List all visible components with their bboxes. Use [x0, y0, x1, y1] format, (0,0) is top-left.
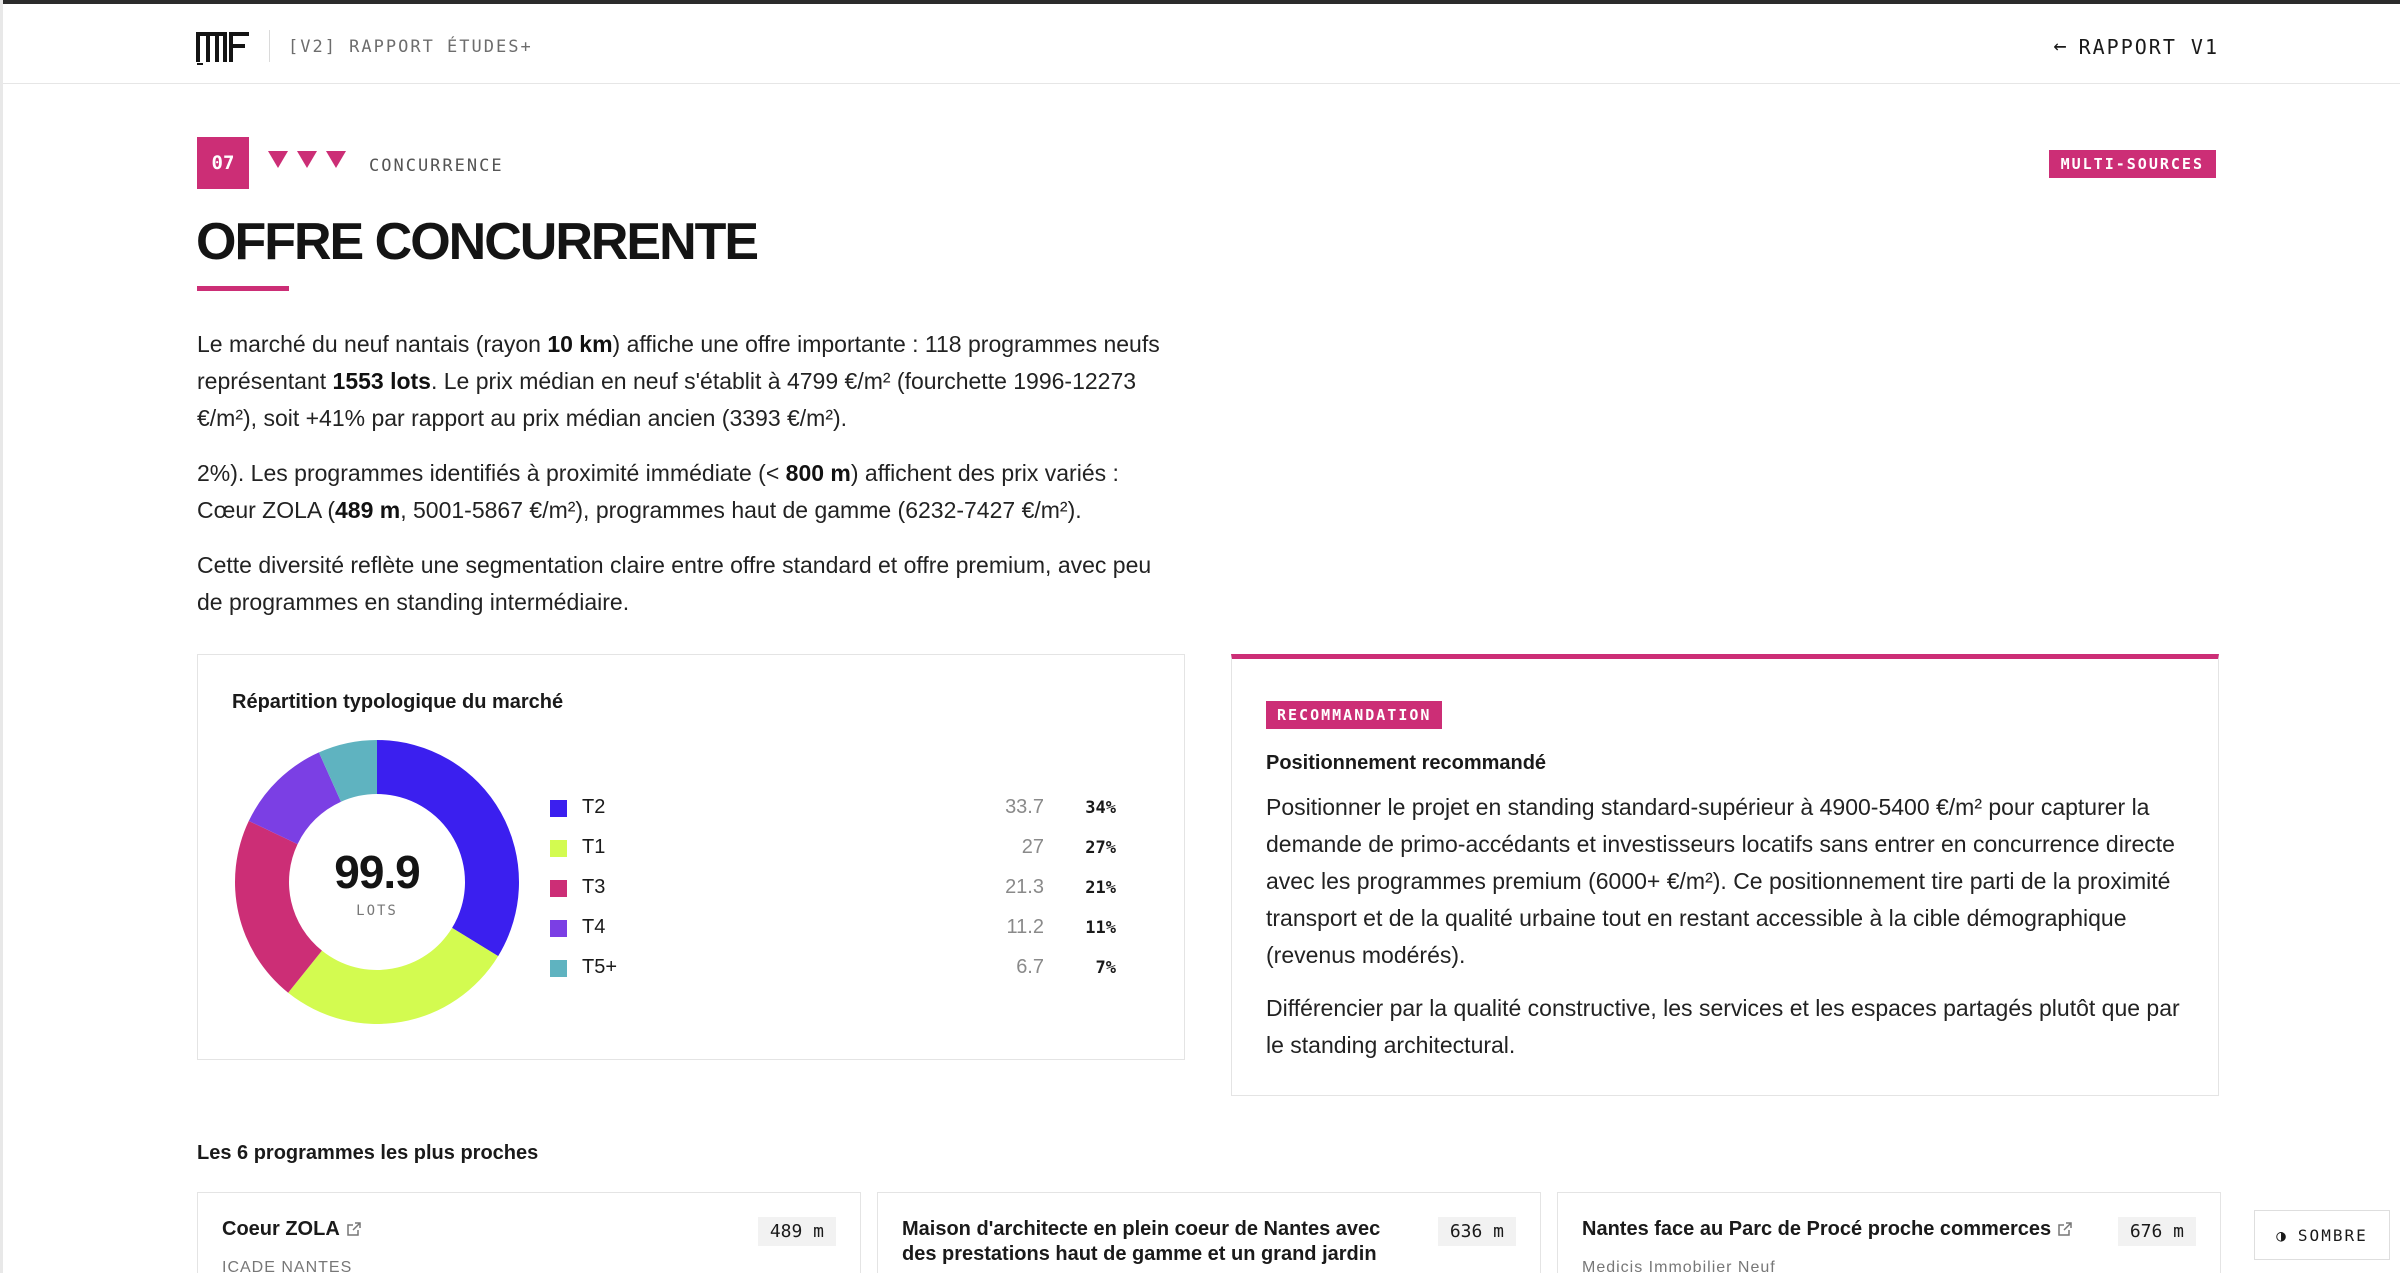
legend-percent: 27% [1085, 838, 1116, 858]
page-title: OFFRE CONCURRENTE [196, 213, 758, 271]
program-name[interactable] [902, 1217, 1402, 1267]
donut-total-unit: LOTS [356, 903, 398, 919]
legend-swatch [550, 800, 567, 817]
intro-paragraph-3: Cette diversité reflète une segmentation claire entre offre standard et offre premium, avec peu de programmes en standing intermédiaire. [197, 552, 1152, 615]
recommendation-body [1266, 789, 2186, 1080]
chart-legend [550, 790, 1150, 990]
recommendation-card [1231, 654, 2219, 1096]
legend-item [550, 910, 1150, 950]
programs-title: Les 6 programmes les plus proches [197, 1142, 539, 1164]
chart-title: Répartition typologique du marché [232, 691, 564, 713]
program-name-text: Nantes face au Parc de Procé proche commerces [1582, 1218, 2052, 1240]
program-distance: 636 m [1438, 1217, 1516, 1246]
typology-chart-card [197, 654, 1185, 1060]
intro-highlight: 10 km [547, 331, 613, 357]
section-label: CONCURRENCE [369, 156, 504, 176]
brand-title: [V2] RAPPORT ÉTUDES+ [288, 37, 533, 57]
program-card[interactable] [877, 1192, 1541, 1273]
legend-value: 6.7 [1016, 956, 1044, 978]
intro-text-run: 2%). Les programmes identifiés à proximité immédiate (< [197, 460, 786, 486]
section-number-badge: 07 [197, 137, 249, 189]
legend-label: T1 [582, 836, 606, 858]
legend-label: T2 [582, 796, 606, 818]
legend-value: 21.3 [1005, 876, 1044, 898]
program-name-text: Coeur ZOLA [222, 1218, 340, 1240]
legend-value: 27 [1021, 836, 1044, 858]
intro-paragraph-1 [197, 326, 1167, 437]
brand-separator [269, 30, 270, 62]
legend-percent: 34% [1085, 798, 1116, 818]
recommendation-paragraph-2: Différencier par la qualité constructive, les services et les espaces partagés plutôt que par le standing architectural. [1266, 995, 2180, 1058]
recommendation-paragraph-1: Positionner le projet en standing standard-supérieur à 4900-5400 €/m² pour capturer la demande de primo-accédants et investisseurs locatifs sans entrer en concurrence directe avec les programmes premium (6000+ €/m²). Ce positionnement tire parti de la proximité transport et de la qualité urbaine tout en restant accessible à la cible démographique (revenus modérés). [1266, 794, 2175, 968]
intro-text-run: ) affiche une offre importante : 118 programmes neufs représentant [197, 331, 1160, 394]
program-distance: 676 m [2118, 1217, 2196, 1246]
arrow-left-icon: ← [2053, 34, 2069, 59]
external-link-icon[interactable] [2057, 1221, 2073, 1237]
theme-toggle-button[interactable] [2254, 1210, 2390, 1260]
half-circle-icon: ◑ [2276, 1225, 2288, 1245]
program-distance: 489 m [758, 1217, 836, 1246]
legend-item [550, 870, 1150, 910]
title-underline [197, 286, 289, 291]
intro-text-run: . Le prix médian en neuf s'établit à 4799 €/m² (fourchette 1996-12273 €/m²), soit +41% par rapport au prix médian ancien (3393 €/m²). [197, 368, 1137, 431]
legend-swatch [550, 920, 567, 937]
program-card[interactable] [1557, 1192, 2221, 1273]
legend-label: T5+ [582, 956, 618, 978]
legend-label: T3 [582, 876, 606, 898]
intro-highlight: 800 m [785, 460, 851, 486]
section-triangles-icon [268, 151, 346, 168]
program-developer: ICADE NANTES [222, 1259, 353, 1273]
program-developer: Medicis Immobilier Neuf [1582, 1259, 1776, 1273]
legend-swatch [550, 960, 567, 977]
theme-toggle-label: SOMBRE [2297, 1225, 2368, 1245]
legend-item [550, 790, 1150, 830]
legend-label: T4 [582, 916, 606, 938]
recommendation-heading: Positionnement recommandé [1266, 752, 1547, 774]
donut-center [232, 737, 522, 1027]
back-to-report-v1-link[interactable] [2053, 34, 2219, 59]
donut-total-value: 99.9 [334, 846, 420, 898]
program-name-text: Maison d'architecte en plein coeur de Nantes avec des prestations haut de gamme et un grand jardin [902, 1218, 1381, 1265]
back-link-label: RAPPORT V1 [2078, 34, 2219, 59]
donut-chart [232, 737, 522, 1027]
intro-text-run: ) affichent des prix variés : Cœur ZOLA ( [197, 460, 1119, 523]
legend-swatch [550, 880, 567, 897]
intro-text [197, 326, 1167, 639]
intro-paragraph-2 [197, 455, 1167, 529]
intro-text-run: Le marché du neuf nantais (rayon [197, 331, 548, 357]
program-name[interactable] [1582, 1217, 2082, 1242]
top-bar [3, 0, 2400, 84]
intro-text-run: , 5001-5867 €/m²), programmes haut de gamme (6232-7427 €/m²). [400, 497, 1082, 523]
legend-item [550, 830, 1150, 870]
legend-value: 33.7 [1005, 796, 1044, 818]
intro-highlight: 1553 lots [332, 368, 431, 394]
recommendation-badge: RECOMMANDATION [1266, 701, 1442, 729]
legend-percent: 11% [1085, 918, 1116, 938]
legend-swatch [550, 840, 567, 857]
legend-percent: 7% [1095, 958, 1116, 978]
external-link-icon[interactable] [346, 1221, 362, 1237]
sources-badge: MULTI-SOURCES [2049, 150, 2216, 178]
logo-icon[interactable] [195, 24, 253, 68]
intro-highlight: 489 m [335, 497, 401, 523]
program-card[interactable] [197, 1192, 861, 1273]
legend-value: 11.2 [1006, 916, 1044, 938]
legend-item [550, 950, 1150, 990]
program-name[interactable] [222, 1217, 722, 1242]
legend-percent: 21% [1085, 878, 1116, 898]
